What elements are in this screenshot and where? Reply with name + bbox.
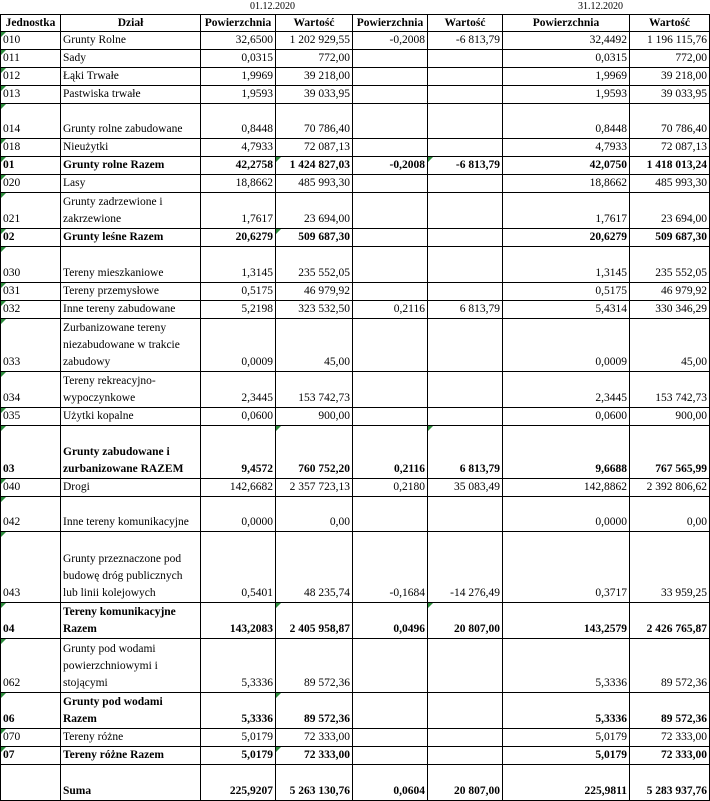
cell-area-start: 9,4572 bbox=[201, 426, 276, 479]
cell-value-start: 323 532,50 bbox=[276, 301, 353, 319]
cell-area-end: 2,3445 bbox=[503, 372, 630, 408]
cell-unit-code: 010 bbox=[1, 32, 61, 50]
cell-value-end: 1 418 013,24 bbox=[630, 157, 710, 175]
cell-section-name: Tereny komunikacyjne Razem bbox=[61, 603, 201, 639]
cell-section-name: Tereny rekreacyjno-wypoczynkowe bbox=[61, 372, 201, 408]
cell-area-end: 0,0009 bbox=[503, 319, 630, 372]
cell-value-change bbox=[428, 104, 503, 139]
cell-section-name: Sady bbox=[61, 50, 201, 68]
table-row bbox=[1, 175, 710, 193]
cell-area-end: 0,5175 bbox=[503, 283, 630, 301]
cell-area-end: 0,8448 bbox=[503, 104, 630, 139]
cell-value-change bbox=[428, 639, 503, 693]
cell-area-start: 1,3145 bbox=[201, 247, 276, 283]
cell-section-name: Suma bbox=[61, 765, 201, 801]
cell-value-end: 45,00 bbox=[630, 319, 710, 372]
cell-value-end: 153 742,73 bbox=[630, 372, 710, 408]
cell-area-start: 1,7617 bbox=[201, 193, 276, 229]
cell-unit-code: 034 bbox=[1, 372, 61, 408]
cell-unit-code: 013 bbox=[1, 86, 61, 104]
cell-section-name: Tereny różne Razem bbox=[61, 747, 201, 765]
header-cell-area-change: Powierzchnia bbox=[353, 15, 428, 32]
cell-value-end: 2 392 806,62 bbox=[630, 479, 710, 497]
cell-section-name: Grunty pod wodami Razem bbox=[61, 693, 201, 729]
cell-area-end: 0,0600 bbox=[503, 408, 630, 426]
cell-unit-code bbox=[1, 765, 61, 801]
cell-value-end: 900,00 bbox=[630, 408, 710, 426]
cell-area-change bbox=[353, 408, 428, 426]
cell-area-start: 0,0600 bbox=[201, 408, 276, 426]
cell-section-name: Grunty pod wodami powierzchniowymi i stojącymi bbox=[61, 639, 201, 693]
cell-area-change bbox=[353, 68, 428, 86]
cell-value-end: 330 346,29 bbox=[630, 301, 710, 319]
cell-section-name: Inne tereny zabudowane bbox=[61, 301, 201, 319]
cell-unit-code: 062 bbox=[1, 639, 61, 693]
cell-area-change: 0,2116 bbox=[353, 301, 428, 319]
cell-unit-code: 02 bbox=[1, 229, 61, 247]
cell-area-start: 32,6500 bbox=[201, 32, 276, 50]
table-row bbox=[1, 104, 710, 139]
cell-value-start: 509 687,30 bbox=[276, 229, 353, 247]
cell-value-end: 72 333,00 bbox=[630, 729, 710, 747]
cell-unit-code: 033 bbox=[1, 319, 61, 372]
cell-value-start: 0,00 bbox=[276, 497, 353, 532]
cell-value-change: 20 807,00 bbox=[428, 765, 503, 801]
cell-area-end: 9,6688 bbox=[503, 426, 630, 479]
cell-area-end: 1,7617 bbox=[503, 193, 630, 229]
cell-unit-code: 011 bbox=[1, 50, 61, 68]
cell-section-name: Lasy bbox=[61, 175, 201, 193]
cell-value-change bbox=[428, 50, 503, 68]
cell-section-name: Użytki kopalne bbox=[61, 408, 201, 426]
cell-value-change: -6 813,79 bbox=[428, 32, 503, 50]
cell-unit-code: 032 bbox=[1, 301, 61, 319]
cell-area-end: 0,0315 bbox=[503, 50, 630, 68]
table-row bbox=[1, 747, 710, 765]
cell-area-start: 0,5175 bbox=[201, 283, 276, 301]
table-row bbox=[1, 139, 710, 157]
cell-area-change: -0,2008 bbox=[353, 157, 428, 175]
cell-section-name: Inne tereny komunikacyjne bbox=[61, 497, 201, 532]
cell-value-change bbox=[428, 747, 503, 765]
cell-value-start: 23 694,00 bbox=[276, 193, 353, 229]
cell-area-end: 143,2579 bbox=[503, 603, 630, 639]
cell-value-end: 33 959,25 bbox=[630, 532, 710, 603]
cell-value-change bbox=[428, 408, 503, 426]
cell-area-start: 0,8448 bbox=[201, 104, 276, 139]
cell-value-start: 39 033,95 bbox=[276, 86, 353, 104]
cell-area-start: 5,0179 bbox=[201, 747, 276, 765]
cell-unit-code: 043 bbox=[1, 532, 61, 603]
cell-area-change bbox=[353, 319, 428, 372]
cell-unit-code: 031 bbox=[1, 283, 61, 301]
cell-area-change: -0,1684 bbox=[353, 532, 428, 603]
cell-value-change bbox=[428, 319, 503, 372]
cell-value-change bbox=[428, 139, 503, 157]
cell-unit-code: 070 bbox=[1, 729, 61, 747]
table-row bbox=[1, 603, 710, 639]
cell-area-change bbox=[353, 175, 428, 193]
cell-value-change bbox=[428, 729, 503, 747]
cell-area-change: 0,0604 bbox=[353, 765, 428, 801]
cell-value-end: 509 687,30 bbox=[630, 229, 710, 247]
header-cell-area-end: Powierzchnia bbox=[503, 15, 630, 32]
table-row bbox=[1, 50, 710, 68]
cell-value-end: 5 283 937,76 bbox=[630, 765, 710, 801]
cell-value-start: 153 742,73 bbox=[276, 372, 353, 408]
cell-area-change bbox=[353, 747, 428, 765]
cell-section-name: Pastwiska trwałe bbox=[61, 86, 201, 104]
cell-section-name: Tereny mieszkaniowe bbox=[61, 247, 201, 283]
table-row bbox=[1, 372, 710, 408]
cell-section-name: Nieużytki bbox=[61, 139, 201, 157]
cell-value-end: 72 333,00 bbox=[630, 747, 710, 765]
header-cell-section: Dział bbox=[61, 15, 201, 32]
table-row bbox=[1, 32, 710, 50]
cell-value-end: 39 033,95 bbox=[630, 86, 710, 104]
cell-unit-code: 01 bbox=[1, 157, 61, 175]
cell-section-name: Grunty Rolne bbox=[61, 32, 201, 50]
cell-area-change: -0,2008 bbox=[353, 32, 428, 50]
cell-area-end: 1,3145 bbox=[503, 247, 630, 283]
cell-area-end: 5,3336 bbox=[503, 693, 630, 729]
cell-unit-code: 040 bbox=[1, 479, 61, 497]
table-row bbox=[1, 301, 710, 319]
cell-area-start: 0,0315 bbox=[201, 50, 276, 68]
cell-unit-code: 021 bbox=[1, 193, 61, 229]
cell-value-end: 89 572,36 bbox=[630, 639, 710, 693]
cell-area-change bbox=[353, 639, 428, 693]
cell-area-start: 2,3445 bbox=[201, 372, 276, 408]
cell-value-end: 772,00 bbox=[630, 50, 710, 68]
cell-section-name: Grunty zadrzewione i zakrzewione bbox=[61, 193, 201, 229]
cell-area-change bbox=[353, 104, 428, 139]
cell-area-change bbox=[353, 693, 428, 729]
cell-area-change bbox=[353, 50, 428, 68]
cell-value-start: 5 263 130,76 bbox=[276, 765, 353, 801]
cell-section-name: Tereny różne bbox=[61, 729, 201, 747]
cell-area-start: 5,3336 bbox=[201, 639, 276, 693]
cell-area-end: 4,7933 bbox=[503, 139, 630, 157]
cell-area-start: 5,0179 bbox=[201, 729, 276, 747]
cell-area-start: 20,6279 bbox=[201, 229, 276, 247]
cell-area-start: 4,7933 bbox=[201, 139, 276, 157]
cell-area-start: 18,8662 bbox=[201, 175, 276, 193]
cell-value-change: 35 083,49 bbox=[428, 479, 503, 497]
cell-value-end: 1 196 115,76 bbox=[630, 32, 710, 50]
cell-section-name: Grunty leśne Razem bbox=[61, 229, 201, 247]
cell-area-change bbox=[353, 193, 428, 229]
cell-area-start: 1,9593 bbox=[201, 86, 276, 104]
cell-value-change bbox=[428, 229, 503, 247]
table-row bbox=[1, 532, 710, 603]
table-row bbox=[1, 639, 710, 693]
cell-area-change bbox=[353, 139, 428, 157]
cell-area-start: 143,2083 bbox=[201, 603, 276, 639]
cell-area-end: 5,4314 bbox=[503, 301, 630, 319]
table-row bbox=[1, 693, 710, 729]
cell-unit-code: 035 bbox=[1, 408, 61, 426]
cell-value-start: 2 405 958,87 bbox=[276, 603, 353, 639]
table-row bbox=[1, 729, 710, 747]
cell-value-start: 89 572,36 bbox=[276, 693, 353, 729]
table-row bbox=[1, 229, 710, 247]
cell-value-end: 39 218,00 bbox=[630, 68, 710, 86]
cell-value-change: -6 813,79 bbox=[428, 157, 503, 175]
header-cell-unit: Jednostka bbox=[1, 15, 61, 32]
cell-area-end: 1,9593 bbox=[503, 86, 630, 104]
table-row bbox=[1, 426, 710, 479]
cell-area-change bbox=[353, 729, 428, 747]
cell-area-change: 0,2116 bbox=[353, 426, 428, 479]
cell-area-start: 0,0009 bbox=[201, 319, 276, 372]
start-date: 01.12.2020 bbox=[250, 1, 295, 12]
cell-value-end: 485 993,30 bbox=[630, 175, 710, 193]
cell-value-start: 45,00 bbox=[276, 319, 353, 372]
cell-value-start: 2 357 723,13 bbox=[276, 479, 353, 497]
header-cell-value-start: Wartość bbox=[276, 15, 353, 32]
cell-area-end: 1,9969 bbox=[503, 68, 630, 86]
header-row bbox=[1, 15, 710, 32]
table-row bbox=[1, 283, 710, 301]
cell-value-start: 1 202 929,55 bbox=[276, 32, 353, 50]
cell-area-start: 0,5401 bbox=[201, 532, 276, 603]
cell-unit-code: 04 bbox=[1, 603, 61, 639]
cell-section-name: Grunty zabudowane i zurbanizowane RAZEM bbox=[61, 426, 201, 479]
cell-value-start: 235 552,05 bbox=[276, 247, 353, 283]
cell-value-end: 2 426 765,87 bbox=[630, 603, 710, 639]
cell-section-name: Zurbanizowane tereny niezabudowane w trakcie zabudowy bbox=[61, 319, 201, 372]
cell-value-change bbox=[428, 693, 503, 729]
cell-value-end: 46 979,92 bbox=[630, 283, 710, 301]
cell-value-change: 20 807,00 bbox=[428, 603, 503, 639]
cell-value-start: 72 333,00 bbox=[276, 747, 353, 765]
cell-value-change bbox=[428, 193, 503, 229]
header-cell-value-end: Wartość bbox=[630, 15, 710, 32]
cell-section-name: Grunty rolne Razem bbox=[61, 157, 201, 175]
cell-unit-code: 07 bbox=[1, 747, 61, 765]
cell-area-change bbox=[353, 229, 428, 247]
cell-value-change: 6 813,79 bbox=[428, 426, 503, 479]
cell-value-start: 1 424 827,03 bbox=[276, 157, 353, 175]
header-cell-area-start: Powierzchnia bbox=[201, 15, 276, 32]
cell-value-change: -14 276,49 bbox=[428, 532, 503, 603]
cell-area-end: 5,0179 bbox=[503, 747, 630, 765]
cell-section-name: Grunty rolne zabudowane bbox=[61, 104, 201, 139]
cell-value-start: 48 235,74 bbox=[276, 532, 353, 603]
cell-value-change bbox=[428, 175, 503, 193]
table-row bbox=[1, 497, 710, 532]
cell-value-start: 39 218,00 bbox=[276, 68, 353, 86]
cell-value-start: 70 786,40 bbox=[276, 104, 353, 139]
cell-value-change bbox=[428, 283, 503, 301]
cell-value-start: 89 572,36 bbox=[276, 639, 353, 693]
cell-area-change bbox=[353, 86, 428, 104]
cell-unit-code: 030 bbox=[1, 247, 61, 283]
cell-value-change bbox=[428, 497, 503, 532]
cell-value-change bbox=[428, 86, 503, 104]
cell-unit-code: 042 bbox=[1, 497, 61, 532]
cell-value-end: 23 694,00 bbox=[630, 193, 710, 229]
land-register-table bbox=[0, 14, 710, 801]
cell-value-start: 485 993,30 bbox=[276, 175, 353, 193]
cell-area-end: 0,0000 bbox=[503, 497, 630, 532]
cell-value-start: 46 979,92 bbox=[276, 283, 353, 301]
table-row bbox=[1, 319, 710, 372]
cell-unit-code: 018 bbox=[1, 139, 61, 157]
cell-value-end: 0,00 bbox=[630, 497, 710, 532]
cell-value-end: 70 786,40 bbox=[630, 104, 710, 139]
cell-unit-code: 06 bbox=[1, 693, 61, 729]
cell-value-change bbox=[428, 247, 503, 283]
cell-value-end: 767 565,99 bbox=[630, 426, 710, 479]
cell-area-start: 42,2758 bbox=[201, 157, 276, 175]
table-row bbox=[1, 68, 710, 86]
cell-area-change bbox=[353, 372, 428, 408]
cell-section-name: Drogi bbox=[61, 479, 201, 497]
table-row bbox=[1, 157, 710, 175]
table-row bbox=[1, 193, 710, 229]
cell-area-end: 18,8662 bbox=[503, 175, 630, 193]
end-date: 31.12.2020 bbox=[578, 1, 623, 12]
cell-unit-code: 012 bbox=[1, 68, 61, 86]
header-cell-value-change: Wartość bbox=[428, 15, 503, 32]
cell-section-name: Grunty przeznaczone pod budowę dróg publicznych lub linii kolejowych bbox=[61, 532, 201, 603]
cell-area-end: 0,3717 bbox=[503, 532, 630, 603]
cell-area-start: 142,6682 bbox=[201, 479, 276, 497]
cell-area-start: 1,9969 bbox=[201, 68, 276, 86]
cell-value-change bbox=[428, 68, 503, 86]
cell-area-change bbox=[353, 247, 428, 283]
cell-area-start: 225,9207 bbox=[201, 765, 276, 801]
table-row bbox=[1, 86, 710, 104]
table-row bbox=[1, 247, 710, 283]
cell-section-name: Łąki Trwałe bbox=[61, 68, 201, 86]
cell-area-change: 0,2180 bbox=[353, 479, 428, 497]
cell-value-end: 72 087,13 bbox=[630, 139, 710, 157]
cell-area-end: 5,0179 bbox=[503, 729, 630, 747]
cell-value-start: 72 333,00 bbox=[276, 729, 353, 747]
cell-unit-code: 03 bbox=[1, 426, 61, 479]
cell-area-change: 0,0496 bbox=[353, 603, 428, 639]
cell-value-end: 235 552,05 bbox=[630, 247, 710, 283]
cell-value-end: 89 572,36 bbox=[630, 693, 710, 729]
cell-area-end: 225,9811 bbox=[503, 765, 630, 801]
cell-value-start: 72 087,13 bbox=[276, 139, 353, 157]
cell-unit-code: 014 bbox=[1, 104, 61, 139]
cell-value-change bbox=[428, 372, 503, 408]
cell-area-end: 142,8862 bbox=[503, 479, 630, 497]
cell-area-change bbox=[353, 497, 428, 532]
cell-area-change bbox=[353, 283, 428, 301]
cell-value-start: 760 752,20 bbox=[276, 426, 353, 479]
cell-value-start: 772,00 bbox=[276, 50, 353, 68]
cell-value-start: 900,00 bbox=[276, 408, 353, 426]
cell-section-name: Tereny przemysłowe bbox=[61, 283, 201, 301]
cell-area-end: 20,6279 bbox=[503, 229, 630, 247]
cell-area-end: 5,3336 bbox=[503, 639, 630, 693]
cell-area-start: 0,0000 bbox=[201, 497, 276, 532]
cell-area-start: 5,2198 bbox=[201, 301, 276, 319]
cell-area-end: 42,0750 bbox=[503, 157, 630, 175]
cell-unit-code: 020 bbox=[1, 175, 61, 193]
period-dates bbox=[0, 0, 710, 14]
cell-area-start: 5,3336 bbox=[201, 693, 276, 729]
cell-area-end: 32,4492 bbox=[503, 32, 630, 50]
table-row bbox=[1, 479, 710, 497]
table-row bbox=[1, 765, 710, 801]
table-row bbox=[1, 408, 710, 426]
cell-value-change: 6 813,79 bbox=[428, 301, 503, 319]
